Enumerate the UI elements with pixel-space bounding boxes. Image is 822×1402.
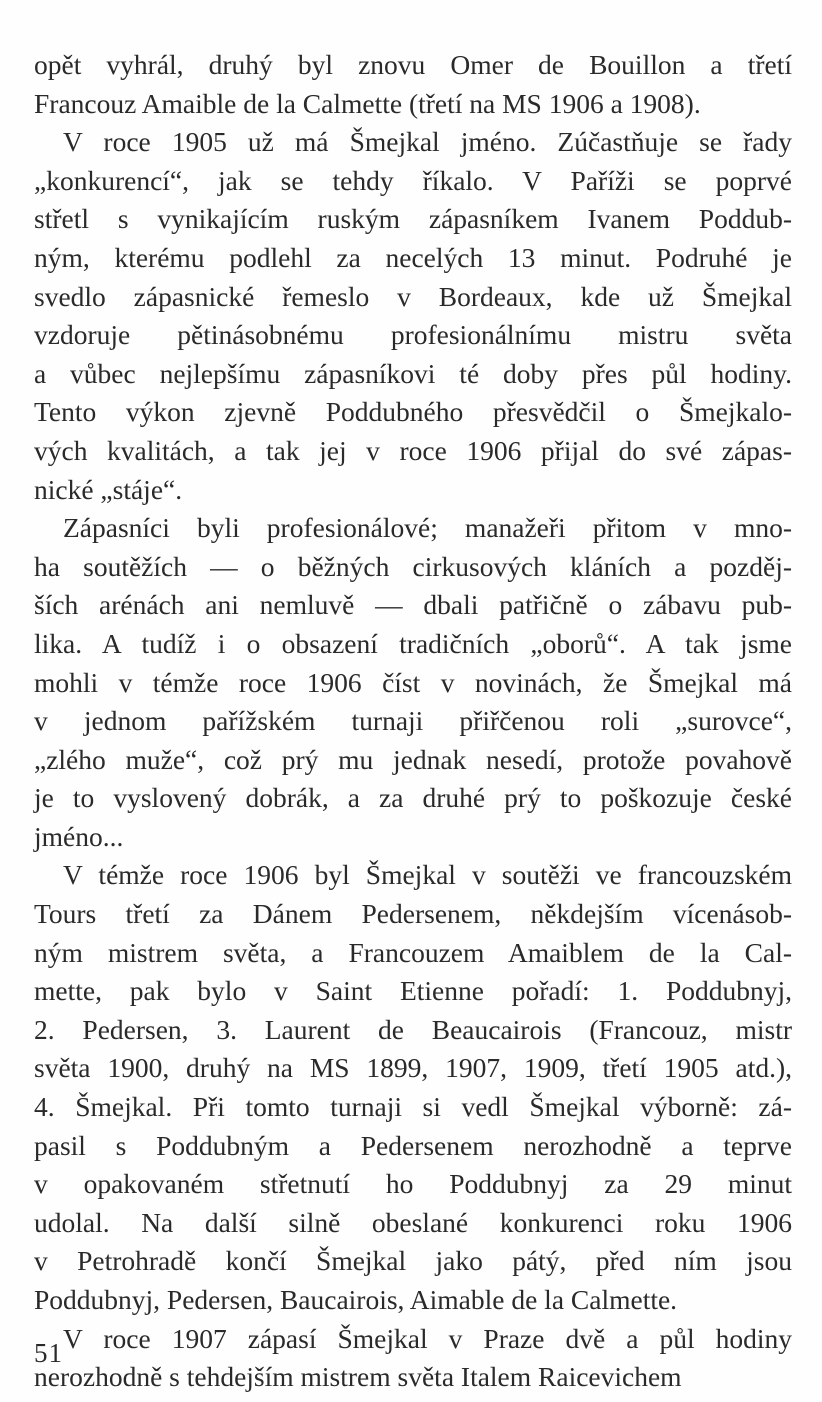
text-line: Zápasníci byli profesionálové; manažeři přitom v mno- — [63, 512, 792, 544]
text-line: Poddubnyj, Pedersen, Baucairois, Aimable de la Calmette. — [34, 1284, 678, 1315]
text-line: V roce 1905 už má Šmejkal jméno. Zúčastňuje se řady — [63, 126, 792, 158]
text-line: opět vyhrál, druhý byl znovu Omer de Bouillon a třetí — [34, 49, 792, 80]
text-line: ha soutěžích — o běžných cirkusových kláních a pozděj- — [34, 550, 792, 582]
text-line: vých kvalitách, a tak jej v roce 1906 přijal do své zápas- — [34, 434, 792, 466]
paragraph — [34, 1320, 792, 1397]
text-line: vzdoruje pětinásobnému profesionálnímu mistru světa — [34, 319, 792, 351]
page-number: 51 — [34, 1338, 63, 1368]
text-line: nické „stáje“. — [34, 473, 183, 505]
text-line: mohli v témže roce 1906 číst v novinách, že Šmejkal má — [34, 666, 792, 698]
text-line: ným mistrem světa, a Francouzem Amaiblem de la Cal- — [34, 936, 792, 968]
body-text — [34, 46, 792, 1397]
paragraph — [34, 856, 792, 1319]
paragraph — [34, 123, 792, 509]
text-line: svedlo zápasnické řemeslo v Bordeaux, kde už Šmejkal — [34, 280, 792, 312]
text-line: nerozhodně s tehdejším mistrem světa Italem Raicevichem — [34, 1361, 682, 1393]
text-line: V témže roce 1906 byl Šmejkal v soutěži ve francouzském — [63, 859, 792, 891]
text-line: V roce 1907 zápasí Šmejkal v Praze dvě a půl hodiny — [63, 1322, 792, 1354]
text-line: lika. A tudíž i o obsazení tradičních „oborů“. A tak jsme — [34, 627, 792, 659]
text-line: pasil s Poddubným a Pedersenem nerozhodně a teprve — [34, 1129, 792, 1161]
text-line: Tento výkon zjevně Poddubného přesvědčil o Šmejkalo- — [34, 396, 792, 428]
text-line: Tours třetí za Dánem Pedersenem, někdejším vícenásob- — [34, 898, 792, 930]
text-line: světa 1900, druhý na MS 1899, 1907, 1909, třetí 1905 atd.), — [34, 1052, 792, 1084]
text-line: „konkurencí“, jak se tehdy říkalo. V Paříži se poprvé — [34, 164, 792, 196]
paragraph — [34, 46, 792, 123]
text-line: je to vyslovený dobrák, a za druhé prý to poškozuje české — [34, 782, 792, 814]
text-line: ších arénách ani nemluvě — dbali patřičně o zábavu pub- — [34, 589, 792, 621]
text-line: a vůbec nejlepšímu zápasníkovi té doby přes půl hodiny. — [34, 357, 792, 389]
text-line: 2. Pedersen, 3. Laurent de Beaucairois (Francouz, mistr — [34, 1013, 792, 1045]
text-line: udolal. Na další silně obeslané konkurenci roku 1906 — [34, 1206, 792, 1238]
paragraph — [34, 509, 792, 856]
text-line: Francouz Amaible de la Calmette (třetí na MS 1906 a 1908). — [34, 87, 701, 119]
text-line: 4. Šmejkal. Při tomto turnaji si vedl Šmejkal výborně: zá- — [34, 1091, 792, 1123]
text-line: v jednom pařížském turnaji přiřčenou roli „surovce“, — [34, 705, 792, 737]
text-line: ným, kterému podlehl za necelých 13 minut. Podruhé je — [34, 241, 792, 273]
text-line: v Petrohradě končí Šmejkal jako pátý, před ním jsou — [34, 1245, 792, 1277]
text-line: mette, pak bylo v Saint Etienne pořadí: 1. Poddubnyj, — [34, 975, 792, 1007]
text-line: „zlého muže“, což prý mu jednak nesedí, protože povahově — [34, 743, 792, 775]
text-line: jméno... — [34, 820, 124, 852]
text-line: v opakovaném střetnutí ho Poddubnyj za 29 minut — [34, 1168, 792, 1200]
text-line: střetl s vynikajícím ruským zápasníkem Ivanem Poddub- — [34, 203, 792, 235]
